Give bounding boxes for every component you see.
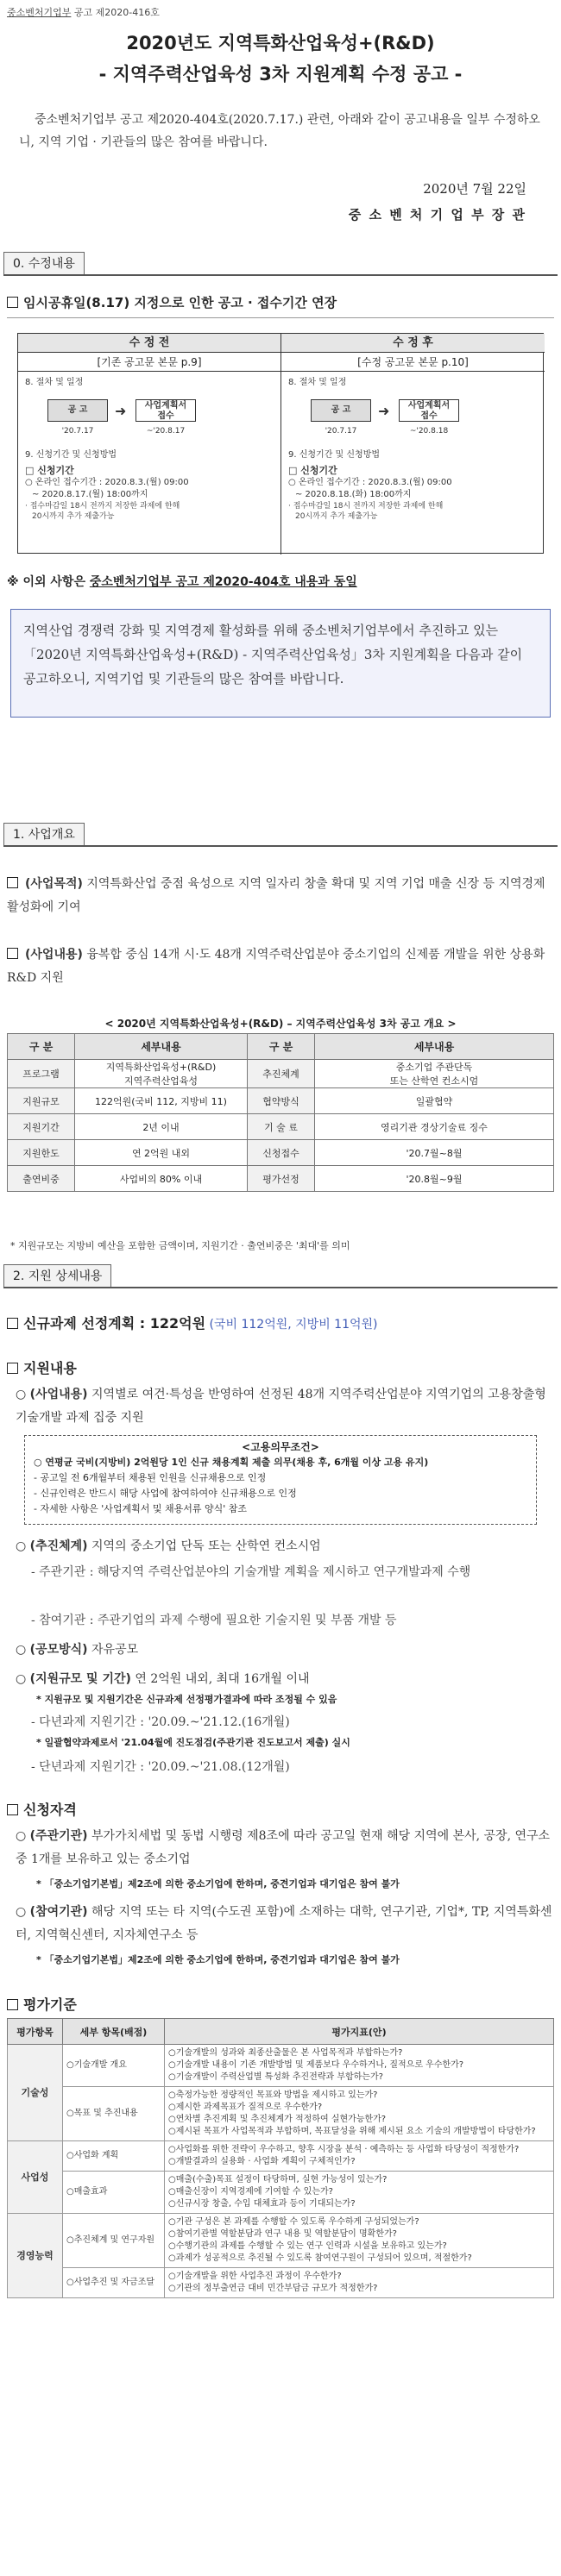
table-header-row: 구 분 세부내용 구 분 세부내용 xyxy=(8,1034,554,1060)
qualification-heading: 신청자격 xyxy=(7,1799,77,1819)
section-1-header xyxy=(3,823,558,847)
overview-footnote: * 지원규모는 지방비 예산을 포함한 금액이며, 지원기간 · 출연비중은 '최대'를 의미 xyxy=(10,1240,350,1251)
square-bullet-icon xyxy=(7,1363,18,1374)
participant-org-item: - 참여기관 : 주관기업의 과제 수행에 필요한 기술지원 및 부품 개발 등 xyxy=(31,1614,397,1627)
title-line-2: - 지역주력산업육성 3차 지원계획 수정 공고 - xyxy=(98,64,463,85)
title-line-1: 2020년도 지역특화산업육성+(R&D) xyxy=(126,33,435,53)
notice-number: 중소벤처기업부 공고 제2020-416호 xyxy=(7,7,160,18)
support-content-item: ○ (사업내용) 지역별로 여건·특성을 반영하여 선정된 48개 지역주력산업분야 지역기업의 고용창출형 기술개발 과제 집중 지원 xyxy=(16,1388,546,1425)
square-bullet-icon xyxy=(7,1804,18,1815)
other-items-note: ※ 이외 사항은 중소벤처기업부 공고 제2020-404호 내용과 동일 xyxy=(7,575,357,589)
purpose-paragraph: (사업목적) 지역특화산업 중점 육성으로 지역 일자리 창출 확대 및 지역 기업 매출 신장 등 지역경제 활성화에 기여 xyxy=(7,877,545,914)
lead-qualification: ○ (주관기관) 부가가치세법 및 동법 시행령 제8조에 따라 공고일 현재 해당 지역에 본사, 공장, 연구소 중 1개를 보유하고 있는 중소기업 xyxy=(16,1829,551,1866)
comparison-table xyxy=(17,333,544,554)
section-0-label: 0. 수정내용 xyxy=(3,252,85,274)
square-bullet-icon xyxy=(7,877,18,888)
support-heading: 지원내용 xyxy=(7,1357,77,1377)
table-row: ○목표 및 추진내용 ○축정가능한 정량적인 목표와 방법을 제시하고 있는가? ○제시한 과제목표가 질적으로 우수한가? ○연차별 추진계획 및 추진체계가 적정하여 실현가능한가? ○제시된 목표가 사업목적과 부합하며, 목표달성을 위해 제시된 요소 기술의 개발방법이 타당한가? xyxy=(8,2087,554,2141)
before-column: 수 정 전 [기존 공고문 본문 p.9] 8. 절차 및 일정 공 고 ➜ 사업계획서 접수 '20.7.17 ~'20.8.17 9. 신청기간 및 신청방법 □ 신청기간 ○ 온라인 접수기간 : 2020.8.3.(월) 09:00 ~ 2020.8.17.(월) 18:00까지 · 접수마감일 18시 전까지 저장한 과제에 한해 20시까지 추가 제출가능 xyxy=(18,334,281,555)
notice-page: 중소벤처기업부 공고 제2020-416호 2020년도 지역특화산업육성+(R&D) - 지역주력산업육성 3차 지원계획 수정 공고 - 중소벤처기업부 공고 제2020-404호(2020.7.17.) 관련, 아래와 같이 공고내용을 일부 수정하오니, 지역 기업 · 기관들의 많은 참여를 바랍니다. 2020년 7월 22일 중 소 벤 처 기 업 부 장 관 0. 수정내용 임시공휴일(8.17) 지정으로 인한 공고 · 접수기간 연장 수 정 전 [기존 공고문 본문 p.9] 8. 절차 및 일정 공 고 ➜ 사업계획서 접수 '20.7.17 ~'20.8.17 9. 신청기간 및 신청방법 □ 신청기간 ○ 온라인 접수기간 : 2020.8.3.(월) 09:00 ~ 2020.8.17.(월) 18:00까지 · 접수마감일 18시 전까지 저장한 과제에 한해 20시까지 추가 제출가능 수 정 후 [수정 공고문 본문 p.10] 8. 절차 및 일정 공 고 ➜ 사업계획서 접수 '20.7.17 ~'20.8.18 9. 신청기간 및 신청방법 □ 신청기간 ○ 온라인 접수기간 : 2020.8.3.(월) 09:00 ~ 2020.8.18.(화) 18:00까지 · 접수마감일 18시 전까지 저장한 과제에 한해 20시까지 추가 제출가능 ※ 이외 사항은 중소벤처기업부 공고 제2020-404호 내용과 동일 지역산업 경쟁력 강화 및 지역경제 활성화를 위해 중소벤처기업부에서 추진하고 있는「2020년 지역특화산업육성+(R&D) - 지역주력산업육성」3차 지원계획을 다음과 같이 공고하오니, 지역기업 및 기관들의 많은 참여를 바랍니다. 1. 사업개요 (사업목적) 지역특화산업 중점 육성으로 지역 일자리 창출 확대 및 지역 기업 매출 신장 등 지역경제 활성화에 기여 (사업내용) 융복합 중심 14개 시·도 48개 지역주력산업분야 중소기업의 신제품 개발을 위한 상용화 R&D 지원 < 2020년 지역특화산업육성+(R&D) – 지역주력산업육성 3차 공고 개요 > 구 분 세부내용 구 분 세부내용 프로그램 지역특화산업육성+(R&D) 지역주력산업육성 추진체계 중소기업 주관단독 또는 산학연 컨소시엄 지원규모 122억원(국비 112, 지방비 11) 협약방식 일괄협약 지원기간 2년 이내 기 술 료 영리기관 경상기술료 징수 지원한도 연 2억원 내외 신청접수 '20.7월~8월 출연비중 사업비의 80% 이내 평가선정 '20.8월~9월 * 지원규모는 지방비 예산을 포함한 금액이며, 지원기간 · 출연비중은 '최대'를 의미 2. 지원 상세내용 신규과제 선정계획 : 122억원 (국비 112억원, 지방비 11억원) 지원내용 ○ (사업내용) 지역별로 여건·특성을 반영하여 선정된 48개 지역주력산업분야 지역기업의 고용창출형 기술개발 과제 집중 지원 <고용의무조건> ○ 연평균 국비(지방비) 2억원당 1인 신규 채용계획 제출 의무(채용 후, 6개월 이상 고용 유지) - 공고일 전 6개월부터 채용된 인원을 신규채용으로 인정 - 신규인력은 반드시 해당 사업에 참여하여야 신규채용으로 인정 - 자세한 사항은 '사업계획서 및 채용서류 양식' 참조 ○ (추진체계) 지역의 중소기업 단독 또는 산학연 컨소시엄 - 주관기관 : 해당지역 주력산업분야의 기술개발 계획을 제시하고 연구개발과제 수행 - 참여기관 : 주관기업의 과제 수행에 필요한 기술지원 및 부품 개발 등 ○ (공모방식) 자유공모 ○ (지원규모 및 기간) 연 2억원 내외, 최대 16개월 이내 * 지원규모 및 지원기간은 신규과제 선정평가결과에 따라 조정될 수 있음 - 다년과제 지원기간 : '20.09.~'21.12.(16개월) * 일괄협약과제로서 '21.04월에 진도점검(주관기관 진도보고서 제출) 실시 - 단년과제 지원기간 : '20.09.~'21.08.(12개월) 신청자격 ○ (주관기관) 부가가치세법 및 동법 시행령 제8조에 따라 공고일 현재 해당 지역에 본사, 공장, 연구소 중 1개를 보유하고 있는 중소기업 * 「중소기업기본법」제2조에 의한 중소기업에 한하며, 중견기업과 대기업은 참여 불가 ○ (참여기관) 해당 지역 또는 타 지역(수도권 포함)에 소재하는 대학, 연구기관, 기업*, TP, 지역특화센터, 지역혁신센터, 지자체연구소 등 * 「중소기업기본법」제2조에 의한 중소기업에 한하며, 중견기업과 대기업은 참여 불가 평가기준 평가항목 세부 항목(배점) 평가지표(안) 기술성 ○기술개발 개요 ○기술개발의 성과와 최종산출물은 본 사업목적과 부합하는가? ○기술개발 내용이 기존 개발방법 및 제품보다 우수하거나, 질적으로 우수한가? ○기술개발이 주력산업별 특성화 추진전략과 부합하는가? ○목표 및 추진내용 ○축정가능한 정량적인 목표와 방법을 제시하고 있는가? ○제시한 과제목표가 질적으로 우수한가? ○연차별 추진계획 및 추진체계가 적정하여 실현가능한가? ○제시된 목표가 사업목적과 부합하며, 목표달성을 위해 제시된 요소 기술의 개발방법이 타당한가? 사업성 ○사업화 계획 ○사업화를 위한 전략이 우수하고, 향후 시장을 분석 · 예측하는 등 사업화 타당성이 적정한가? ○개발결과의 실용화 · 사업화 계획이 구체적인가? ○매출효과 ○매출(수출)목표 설정이 타당하며, 실현 가능성이 있는가? ○매출신장이 지역경제에 기여할 수 있는가? ○신규시장 창출, 수입 대체효과 등이 기대되는가? 경영능력 ○추진체계 및 연구자원 ○기관 구성은 본 과제를 수행할 수 있도록 우수하게 구성되었는가? ○참여기관별 역할분담과 연구 내용 및 역할분담이 명확한가? ○수행기관의 과제를 수행할 수 있는 연구 인력과 시설을 보유하고 있는가? ○과제가 성공적으로 추진될 수 있도록 참여연구원이 구성되어 있으며, 적절한가? ○사업추진 및 자금조달 ○기술개발을 위한 사업추진 과정이 우수한가? ○기관의 정부출연금 대비 민간부담금 규모가 적정한가? xyxy=(0,0,561,2576)
scale-period-item: ○ (지원규모 및 기간) 연 2억원 내외, 최대 16개월 이내 xyxy=(16,1672,310,1686)
evaluation-table xyxy=(7,2018,554,2298)
square-bullet-icon xyxy=(7,297,18,308)
new-project-heading: 신규과제 선정계획 : 122억원 (국비 112억원, 지방비 11억원) xyxy=(7,1313,378,1332)
section-0-header xyxy=(3,252,558,276)
content-paragraph: (사업내용) 융복합 중심 14개 시·도 48개 지역주력산업분야 중소기업의 신제품 개발을 위한 상용화 R&D 지원 xyxy=(7,948,545,985)
table-row: 출연비중 사업비의 80% 이내 평가선정 '20.8월~9월 xyxy=(8,1166,554,1192)
arrow-right-icon: ➜ xyxy=(115,403,127,419)
table-row: 지원규모 122억원(국비 112, 지방비 11) 협약방식 일괄협약 xyxy=(8,1088,554,1114)
evaluation-heading: 평가기준 xyxy=(7,1994,77,2014)
table-row: ○사업추진 및 자금조달 ○기술개발을 위한 사업추진 과정이 우수한가? ○기관의 정부출연금 대비 민간부담금 규모가 적정한가? xyxy=(8,2268,554,2298)
table-row: 사업성 ○사업화 계획 ○사업화를 위한 전략이 우수하고, 향후 시장을 분석 · 예측하는 등 사업화 타당성이 적정한가? ○개발결과의 실용화 · 사업화 계획이 구체적인가? xyxy=(8,2141,554,2172)
intro-paragraph: 중소벤처기업부 공고 제2020-404호(2020.7.17.) 관련, 아래와 같이 공고내용을 일부 수정하오니, 지역 기업 · 기관들의 많은 참여를 바랍니다. xyxy=(19,113,540,149)
overview-table-title: < 2020년 지역특화산업육성+(R&D) – 지역주력산업육성 3차 공고 개요 > xyxy=(104,1018,457,1030)
process-flow: 공 고 ➜ 사업계획서 접수 '20.7.17 ~'20.8.17 xyxy=(39,392,274,446)
multi-year-period: - 다년과제 지원기간 : '20.09.~'21.12.(16개월) xyxy=(31,1715,290,1729)
arrow-right-icon: ➜ xyxy=(378,403,390,419)
table-header-row: 평가항목 세부 항목(배점) 평가지표(안) xyxy=(8,2019,554,2045)
process-flow: 공 고 ➜ 사업계획서 접수 '20.7.17 ~'20.8.18 xyxy=(302,392,538,446)
section-1-label: 1. 사업개요 xyxy=(3,823,85,845)
employment-condition-box: <고용의무조건> ○ 연평균 국비(지방비) 2억원당 1인 신규 채용계획 제출 의무(채용 후, 6개월 이상 고용 유지) - 공고일 전 6개월부터 채용된 인원을 신규채용으로 인정 - 신규인력은 반드시 해당 사업에 참여하여야 신규채용으로 인정 - 자세한 사항은 '사업계획서 및 채용서류 양식' 참조 xyxy=(24,1435,537,1525)
contest-method-item: ○ (공모방식) 자유공모 xyxy=(16,1643,139,1657)
table-row: 프로그램 지역특화산업육성+(R&D) 지역주력산업육성 추진체계 중소기업 주관단독 또는 산학연 컨소시엄 xyxy=(8,1060,554,1088)
single-year-period: - 단년과제 지원기간 : '20.09.~'21.08.(12개월) xyxy=(31,1760,290,1774)
table-row: 지원기간 2년 이내 기 술 료 영리기관 경상기술료 징수 xyxy=(8,1114,554,1140)
issuing-org: 중 소 벤 처 기 업 부 장 관 xyxy=(348,207,526,223)
heading-underline xyxy=(7,317,554,318)
table-row: 경영능력 ○추진체계 및 연구자원 ○기관 구성은 본 과제를 수행할 수 있도록 우수하게 구성되었는가? ○참여기관별 역할분담과 연구 내용 및 역할분담이 명확한가? ○수행기관의 과제를 수행할 수 있는 연구 인력과 시설을 보유하고 있는가? ○과제가 성공적으로 추진될 수 있도록 참여연구원이 구성되어 있으며, 적절한가? xyxy=(8,2214,554,2268)
section-2-label: 2. 지원 상세내용 xyxy=(3,1264,111,1287)
square-bullet-icon xyxy=(7,1318,18,1329)
square-bullet-icon xyxy=(7,948,18,959)
intro-box: 지역산업 경쟁력 강화 및 지역경제 활성화를 위해 중소벤처기업부에서 추진하고 있는「2020년 지역특화산업육성+(R&D) - 지역주력산업육성」3차 지원계획을 다음과 같이 공고하오니, 지역기업 및 기관들의 많은 참여를 바랍니다. xyxy=(10,609,551,718)
section-0-heading: 임시공휴일(8.17) 지정으로 인한 공고 · 접수기간 연장 xyxy=(7,293,337,311)
after-column: 수 정 후 [수정 공고문 본문 p.10] 8. 절차 및 일정 공 고 ➜ 사업계획서 접수 '20.7.17 ~'20.8.18 9. 신청기간 및 신청방법 □ 신청기간 ○ 온라인 접수기간 : 2020.8.3.(월) 09:00 ~ 2020.8.18.(화) 18:00까지 · 접수마감일 18시 전까지 저장한 과제에 한해 20시까지 추가 제출가능 xyxy=(281,334,545,555)
table-row: 지원한도 연 2억원 내외 신청접수 '20.7월~8월 xyxy=(8,1140,554,1166)
system-item: ○ (추진체계) 지역의 중소기업 단독 또는 산학연 컨소시엄 xyxy=(16,1539,321,1553)
table-row: ○매출효과 ○매출(수출)목표 설정이 타당하며, 실현 가능성이 있는가? ○매출신장이 지역경제에 기여할 수 있는가? ○신규시장 창출, 수입 대체효과 등이 기대되는가? xyxy=(8,2172,554,2214)
overview-table xyxy=(7,1033,554,1192)
participant-qualification: ○ (참여기관) 해당 지역 또는 타 지역(수도권 포함)에 소재하는 대학, 연구기관, 기업*, TP, 지역특화센터, 지역혁신센터, 지자체연구소 등 xyxy=(16,1905,552,1942)
square-bullet-icon xyxy=(7,1999,18,2010)
notice-date: 2020년 7월 22일 xyxy=(423,181,526,197)
table-row: 기술성 ○기술개발 개요 ○기술개발의 성과와 최종산출물은 본 사업목적과 부합하는가? ○기술개발 내용이 기존 개발방법 및 제품보다 우수하거나, 질적으로 우수한가? ○기술개발이 주력산업별 특성화 추진전략과 부합하는가? xyxy=(8,2045,554,2087)
section-2-header xyxy=(3,1264,558,1288)
lead-org-item: - 주관기관 : 해당지역 주력산업분야의 기술개발 계획을 제시하고 연구개발과제 수행 xyxy=(31,1565,471,1579)
